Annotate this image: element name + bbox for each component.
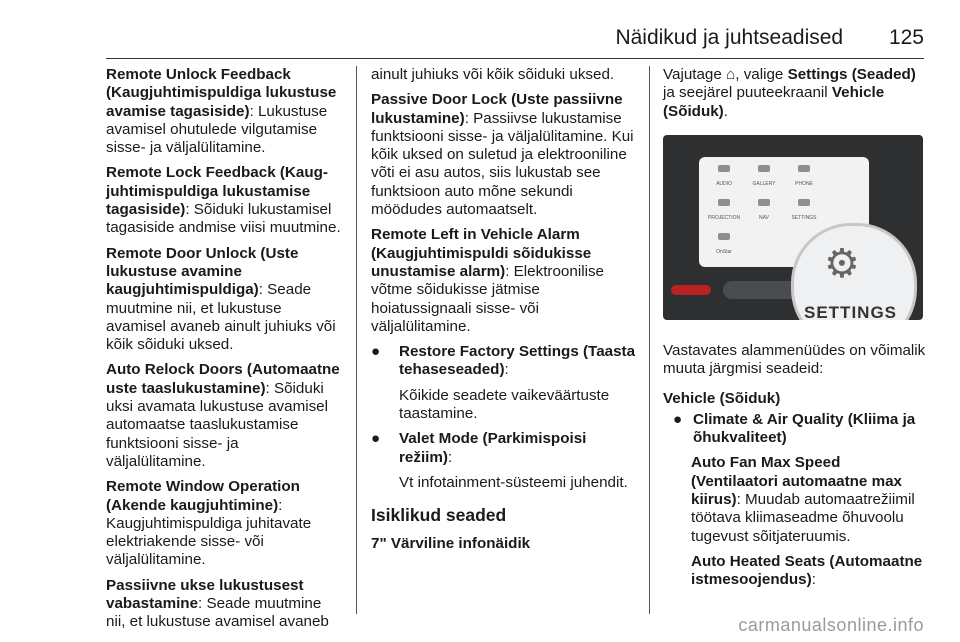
bullet-item: [371, 430, 639, 467]
setting-name: Passiivne ukse lukustusest vabastamine: [106, 576, 304, 613]
text: Vajutage: [663, 66, 727, 83]
setting-desc: : Sõiduki lukustamisel tagasiside andmise viisi muutmine.: [106, 201, 341, 237]
audio-tile: [709, 165, 739, 193]
column-2: [371, 66, 639, 560]
bullet-item: [673, 411, 926, 448]
paragraph: [663, 66, 926, 121]
subheading-text: 7" Värviline infonäidik: [371, 534, 531, 552]
bullet-icon: ●: [371, 430, 381, 448]
paragraph: [691, 454, 926, 545]
tile-label: SETTINGS: [791, 214, 817, 221]
page-header: [615, 26, 924, 50]
group-name: Vehicle (Sõiduk): [663, 390, 781, 408]
menu-name: Settings (Seaded): [787, 66, 916, 83]
bullet-item: [371, 343, 639, 380]
projection-tile: [709, 199, 739, 227]
colon: :: [504, 361, 509, 379]
bullet-desc: Vt infotainment-süsteemi juhendit.: [399, 473, 628, 491]
paragraph: [106, 361, 342, 471]
gear-icon: ⚙: [824, 241, 860, 286]
paragraph: [106, 245, 342, 355]
onstar-tile: [709, 233, 739, 261]
audio-icon: [718, 165, 730, 172]
setting-name: Auto Heated Seats (Automaatne istmesoojendus): [691, 552, 923, 589]
paragraph: [371, 91, 639, 219]
tile-label: AUDIO: [716, 180, 732, 187]
header-rule: [106, 58, 924, 59]
home-icon: ⌂: [726, 66, 736, 83]
tile-label: NAV: [759, 214, 769, 221]
setting-desc: : Lukustuse avamisel ohutulede vilgutamise sisse- ja väljalülitamine.: [106, 102, 328, 157]
bullet-desc: Kõikide seadete vaikeväärtuste taastamine.: [399, 386, 610, 423]
setting-desc: : Seade muutmine nii, et lukustuse avamisel avaneb: [106, 595, 329, 631]
group-heading: [663, 390, 926, 408]
column-divider-1: [356, 66, 357, 614]
subheading: [371, 535, 639, 553]
setting-name: Passive Door Lock (Uste passiivne lukustamine): [371, 91, 623, 127]
phone-tile: [789, 165, 819, 193]
setting-name: Remote Window Operation (Akende kaugjuhtimine): [106, 478, 300, 514]
setting-name: Remote Left in Vehicle Alarm (Kaugjuhtimispuldi sõidukisse unustamise alarm): [371, 226, 592, 280]
colon: :: [447, 448, 453, 466]
column-3: [663, 66, 926, 596]
settings-screen-illustration: [663, 135, 923, 320]
paragraph: [106, 66, 342, 157]
paragraph: [106, 164, 342, 237]
setting-name: Valet Mode (Parkimispoisi režiim): [399, 430, 587, 466]
tile-label: GALLERY: [752, 180, 776, 187]
projection-icon: [718, 199, 730, 206]
gallery-tile: [749, 165, 779, 193]
bullet-icon: ●: [371, 343, 381, 361]
gallery-icon: [758, 165, 770, 172]
page-number: 125: [888, 26, 924, 49]
setting-desc: : Kaugjuhtimispuldiga juhitavate elektriakende sisse- või väljalülitamine.: [106, 496, 312, 569]
paragraph: Vastavates alammenüüdes on võimalik muuta järgmisi seadeid:: [663, 341, 926, 378]
paragraph: [106, 478, 342, 569]
setting-desc: : Seade muutmine nii, et lukustuse avamisel avaneb ainult juhiuks või kõik sõiduki uksed.: [106, 281, 336, 354]
control-strip: [671, 285, 711, 295]
chapter-title: Näidikud ja juhtseadised: [615, 26, 844, 49]
settings-icon: [798, 199, 810, 206]
bullet-icon: ●: [673, 410, 683, 428]
setting-desc: : Sõiduki uksi avamata lukustuse avamisel automaatse taaslukustamise funktsiooni sisse- ja väljalülitamine.: [106, 379, 329, 470]
setting-desc: : Elektroonilise võtme sõidukisse jätmise hoiatussignaali sisse- või väljalülitamine.: [371, 262, 604, 335]
setting-group: Climate & Air Quality (Kliima ja õhukvaliteet): [693, 410, 916, 447]
setting-name: Remote Door Unlock (Uste lukustuse avamine kaugjuhtimispuldiga): [106, 244, 299, 299]
tile-label: PHONE: [795, 180, 813, 187]
paragraph: [106, 577, 342, 632]
phone-icon: [798, 165, 810, 172]
setting-name: Auto Relock Doors (Automaatne uste taaslukustamine): [106, 361, 340, 397]
menu-name: Vehicle (Sõiduk): [663, 84, 885, 120]
text: .: [723, 102, 728, 120]
paragraph: [371, 226, 639, 336]
settings-tile: [789, 199, 819, 227]
setting-desc: :: [811, 571, 816, 589]
setting-desc: : Muudab automaatrežiimil töötava kliimaseadme õhuvoolu tugevust sõitjateruumis.: [691, 490, 915, 545]
paragraph-continued: ainult juhiuks või kõik sõiduki uksed.: [371, 66, 615, 83]
column-1: [106, 66, 342, 639]
empty-tile: [829, 165, 859, 193]
onstar-icon: [718, 233, 730, 240]
tile-label: PROJECTION: [707, 214, 741, 221]
text: ja seejärel puuteekraanil: [663, 84, 832, 102]
paragraph: [691, 553, 926, 590]
nav-icon: [758, 199, 770, 206]
callout-label: SETTINGS: [804, 302, 898, 320]
section-heading: Isiklikud seaded: [371, 505, 507, 526]
setting-name: Auto Fan Max Speed (Ventilaatori automaatne max kiirus): [691, 454, 903, 508]
setting-name: Remote Unlock Feedback (Kaugjuhtimispuldiga lukustuse avamise tagasiside): [106, 66, 337, 120]
setting-name: Remote Lock Feedback (Kaugjuhtimispuldiga lukustamise tagasiside): [106, 164, 328, 219]
column-divider-2: [649, 66, 650, 614]
setting-name: Restore Factory Settings (Taasta tehaseseaded): [399, 343, 636, 379]
nav-tile: [749, 199, 779, 227]
tile-label: OnStar: [716, 248, 732, 255]
setting-desc: : Passiivse lukustamise funktsiooni sisse- ja väljalülitamine. Kui kõik uksed on suletud ja elektrooniline võti ei asu autos, siis lukustab see funktsioon auto mõne sekundi möödudes automaatselt.: [371, 109, 634, 219]
watermark: carmanualsonline.info: [738, 615, 924, 635]
text: , valige: [735, 66, 788, 83]
settings-callout: [791, 223, 917, 320]
